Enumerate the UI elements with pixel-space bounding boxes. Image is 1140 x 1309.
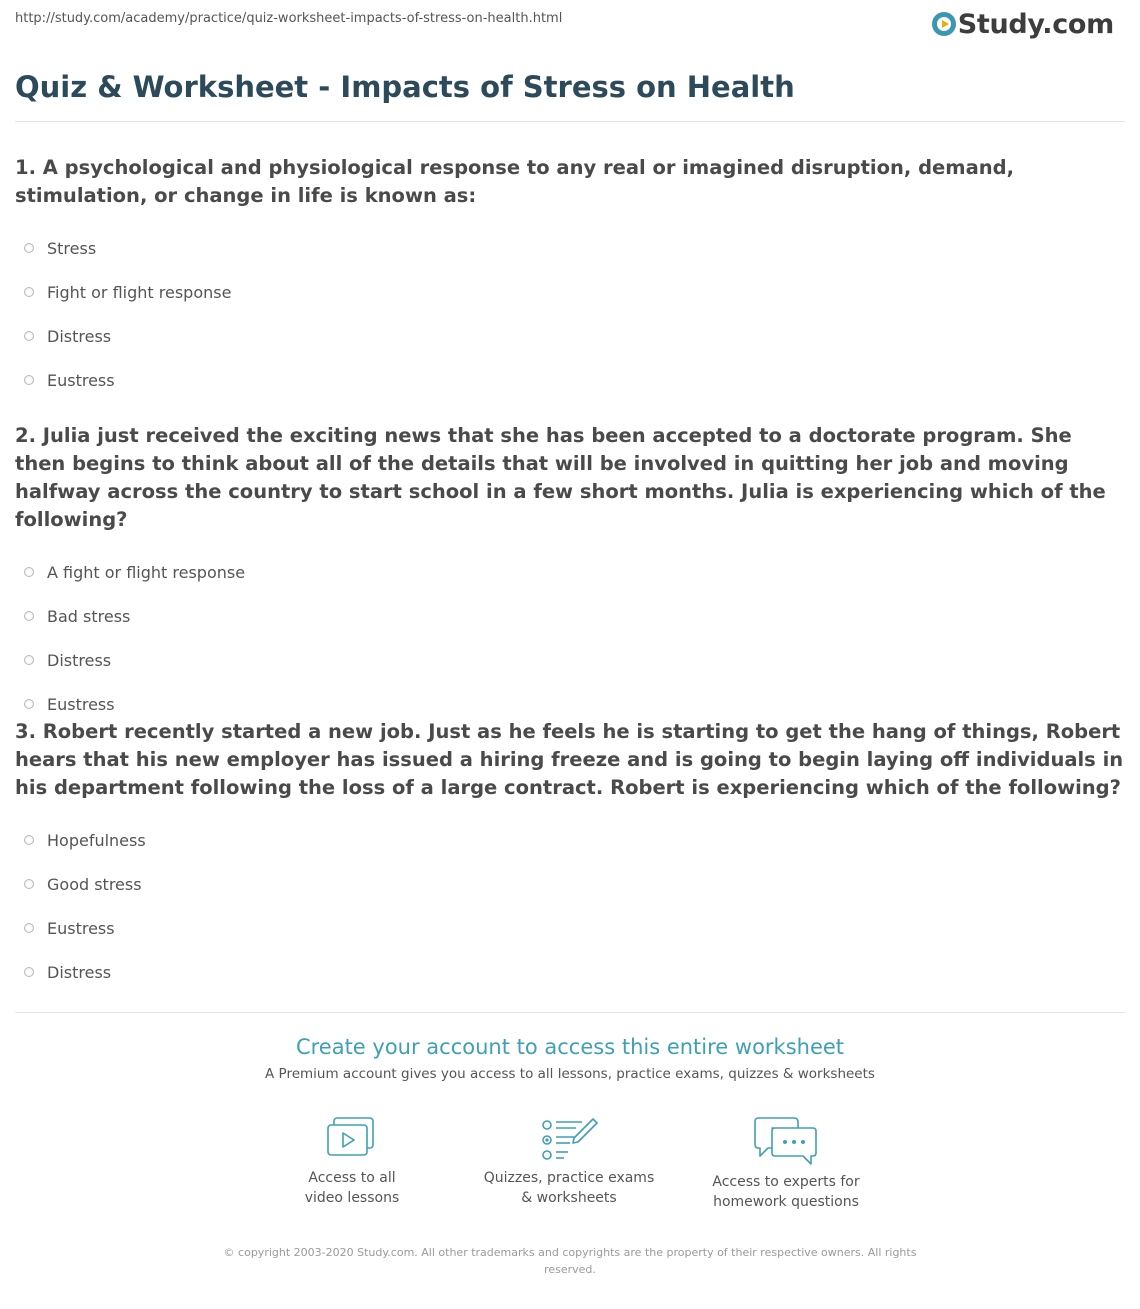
question-text: 2. Julia just received the exciting news that she has been accepted to a doctorate program. She then begins to think about all of the details that will be involved in quitting her job and moving halfway across the country to start school in a few short months. Julia is experiencing which of the following? — [15, 424, 1106, 531]
feature-quizzes — [479, 1116, 659, 1208]
radio-button[interactable] — [24, 923, 34, 933]
radio-button[interactable] — [24, 611, 34, 621]
answer-option[interactable] — [15, 818, 1127, 862]
study-logo[interactable] — [932, 8, 1114, 40]
radio-button[interactable] — [24, 287, 34, 297]
question-2 — [15, 422, 1127, 726]
feature-line-2: & worksheets — [521, 1190, 617, 1206]
option-label: Fight or flight response — [47, 282, 232, 302]
radio-button[interactable] — [24, 375, 34, 385]
page-url: http://study.com/academy/practice/quiz-worksheet-impacts-of-stress-on-health.html — [15, 11, 563, 26]
feature-experts — [696, 1116, 876, 1212]
feature-line-1: Access to experts for — [712, 1174, 860, 1190]
radio-button[interactable] — [24, 331, 34, 341]
answer-option[interactable] — [15, 906, 1127, 950]
option-label: Hopefulness — [47, 830, 146, 850]
option-label: Distress — [47, 650, 112, 670]
feature-line-1: Quizzes, practice exams — [483, 1170, 655, 1186]
quiz-checklist-icon — [540, 1116, 598, 1162]
option-label: Bad stress — [47, 606, 131, 626]
answer-option[interactable] — [15, 950, 1127, 994]
question-text: 3. Robert recently started a new job. Just as he feels he is starting to get the hang of things, Robert hears that his new employer has issued a hiring freeze and is going to begin laying off individuals in his department following the loss of a large contract. Robert is experiencing which of the following? — [15, 720, 1124, 799]
answer-option[interactable] — [15, 594, 1127, 638]
feature-line-2: homework questions — [713, 1194, 859, 1210]
answer-options — [15, 226, 1127, 402]
option-label: Eustress — [47, 370, 115, 390]
question-3 — [15, 718, 1127, 994]
logo-text: Study.com — [957, 8, 1114, 40]
option-label: Stress — [47, 238, 97, 258]
answer-option[interactable] — [15, 550, 1127, 594]
radio-button[interactable] — [24, 879, 34, 889]
answer-option[interactable] — [15, 270, 1127, 314]
answer-options — [15, 818, 1127, 994]
option-label: Eustress — [47, 694, 115, 714]
feature-video-lessons — [262, 1116, 442, 1208]
radio-button[interactable] — [24, 655, 34, 665]
create-account-link[interactable]: Create your account to access this entire worksheet — [295, 1035, 845, 1059]
option-label: Distress — [47, 326, 112, 346]
option-label: A fight or flight response — [47, 562, 246, 582]
copyright-notice: © copyright 2003-2020 Study.com. All other trademarks and copyrights are the property of their respective owners. All rights reserved. — [223, 1246, 917, 1276]
page-title: Quiz & Worksheet - Impacts of Stress on Health — [15, 70, 795, 104]
radio-button[interactable] — [24, 243, 34, 253]
feature-line-2: video lessons — [304, 1190, 400, 1206]
cta-divider — [15, 1012, 1125, 1013]
answer-option[interactable] — [15, 358, 1127, 402]
question-text: 1. A psychological and physiological response to any real or imagined disruption, demand, stimulation, or change in life is known as: — [15, 156, 1015, 207]
answer-option[interactable] — [15, 638, 1127, 682]
answer-option[interactable] — [15, 226, 1127, 270]
answer-options — [15, 550, 1127, 726]
cta-subheading: A Premium account gives you access to all lessons, practice exams, quizzes & worksheets — [265, 1066, 875, 1082]
option-label: Good stress — [47, 874, 142, 894]
answer-option[interactable] — [15, 314, 1127, 358]
question-1 — [15, 154, 1127, 402]
radio-button[interactable] — [24, 967, 34, 977]
video-lessons-icon — [325, 1116, 379, 1162]
play-logo-icon — [932, 12, 956, 36]
radio-button[interactable] — [24, 699, 34, 709]
feature-line-1: Access to all — [308, 1170, 396, 1186]
radio-button[interactable] — [24, 835, 34, 845]
title-divider — [15, 121, 1125, 122]
answer-option[interactable] — [15, 862, 1127, 906]
radio-button[interactable] — [24, 567, 34, 577]
option-label: Distress — [47, 962, 112, 982]
chat-bubbles-icon — [754, 1116, 818, 1166]
option-label: Eustress — [47, 918, 115, 938]
